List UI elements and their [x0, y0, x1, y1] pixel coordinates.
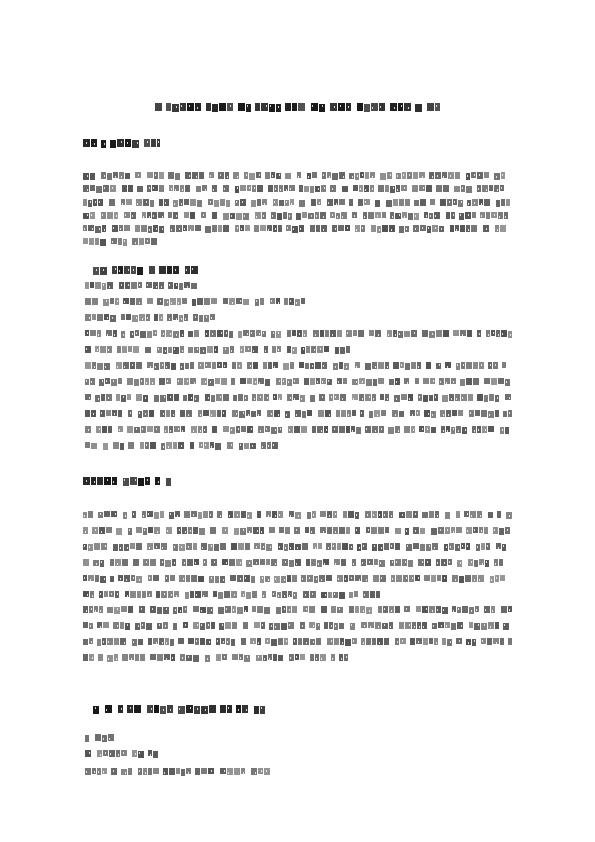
- text-line: [85, 442, 278, 450]
- text-line: [83, 654, 348, 662]
- text-line: [155, 103, 440, 112]
- text-line: [83, 185, 504, 193]
- text-line: [83, 543, 506, 551]
- text-line: [83, 172, 505, 180]
- text-line: [85, 298, 305, 306]
- text-line: [83, 527, 510, 535]
- text-line: [83, 575, 505, 583]
- text-line: [83, 511, 512, 519]
- sub-heading-block: [93, 705, 265, 714]
- text-line: [83, 477, 171, 486]
- section-heading-block: [83, 477, 171, 486]
- text-line: [83, 212, 508, 220]
- text-line: [85, 330, 512, 338]
- text-line: [83, 225, 506, 233]
- text-line: [83, 606, 512, 614]
- title-block: [155, 103, 440, 112]
- section-heading-block: [83, 139, 160, 148]
- text-line: [85, 346, 350, 354]
- text-line: [85, 426, 509, 434]
- list-block: [85, 282, 512, 354]
- text-line: [85, 362, 506, 370]
- paragraph-block: [83, 606, 512, 662]
- text-line: [85, 378, 510, 386]
- text-line: [85, 282, 197, 290]
- text-line: [85, 750, 158, 758]
- text-line: [83, 559, 503, 567]
- text-line: [85, 734, 114, 742]
- text-line: [93, 705, 265, 714]
- text-line: [83, 199, 510, 207]
- text-line: [93, 266, 198, 275]
- sub-heading-block: [93, 266, 198, 275]
- paragraph-block: [83, 172, 510, 246]
- text-line: [83, 591, 380, 599]
- text-line: [83, 238, 157, 246]
- text-line: [83, 622, 509, 630]
- text-line: [85, 314, 215, 322]
- text-line: [83, 139, 160, 148]
- paragraph-block: [85, 362, 512, 450]
- text-line: [83, 638, 512, 646]
- text-line: [85, 394, 511, 402]
- text-line: [85, 410, 512, 418]
- list-block: [85, 734, 270, 776]
- text-line: [85, 768, 270, 776]
- paragraph-block: [83, 511, 512, 599]
